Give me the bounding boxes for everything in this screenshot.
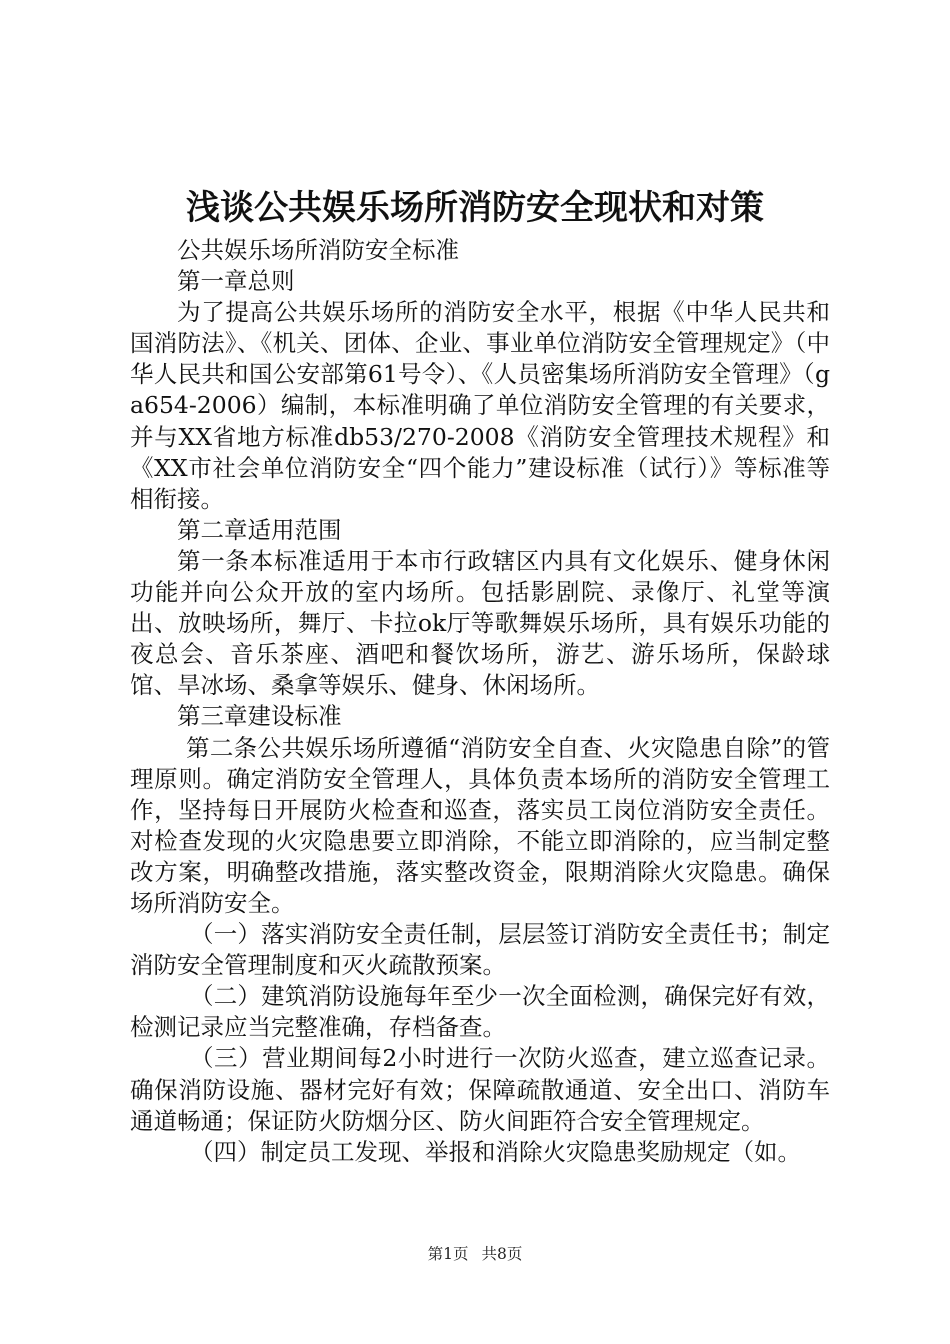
list-item: （四）制定员工发现、举报和消除火灾隐患奖励规定（如。 xyxy=(190,1137,801,1166)
paragraph: 为了提高公共娱乐场所的消防安全水平，根据《中华人民共和国消防法》、《机关、团体、企业、事业单位消防安全管理规定》（中华人民共和国公安部第61号令）、《人员密集场所消防安全管理》（ga654-2006）编制，本标准明确了单位消防安全管理的有关要求，并与XX省地方标准db53/270-2008《消防安全管理技术规程》和《XX市社会单位消防安全“四个能力”建设标准（试行）》等标准等相衔接。 xyxy=(130,298,830,513)
page-total: 共8页 xyxy=(481,1245,523,1263)
list-item: （二）建筑消防设施每年至少一次全面检测，确保完好有效，检测记录应当完整准确，存档备查。 xyxy=(130,982,830,1042)
chapter-heading: 第二章适用范围 xyxy=(177,515,342,544)
list-item: （一）落实消防安全责任制，层层签订消防安全责任书；制定消防安全管理制度和灭火疏散预案。 xyxy=(130,920,830,980)
page-footer xyxy=(0,1243,950,1265)
chapter-heading: 第一章总则 xyxy=(177,267,295,296)
document-body xyxy=(130,235,830,1168)
paragraph: 公共娱乐场所消防安全标准 xyxy=(177,236,459,264)
page-number: 第1页 xyxy=(427,1245,469,1263)
paragraph: 第二条公共娱乐场所遵循“消防安全自查、火灾隐患自除”的管理原则。确定消防安全管理人，具体负责本场所的消防安全管理工作，坚持每日开展防火检查和巡查，落实员工岗位消防安全责任。对检查发现的火灾隐患要立即消除，不能立即消除的，应当制定整改方案，明确整改措施，落实整改资金，限期消除火灾隐患。确保场所消防安全。 xyxy=(130,733,830,917)
list-item: （三）营业期间每2小时进行一次防火巡查，建立巡查记录。确保消防设施、器材完好有效；保障疏散通道、安全出口、消防车通道畅通；保证防火防烟分区、防火间距符合安全管理规定。 xyxy=(130,1044,830,1135)
chapter-heading: 第三章建设标准 xyxy=(177,702,342,731)
paragraph: 第一条本标准适用于本市行政辖区内具有文化娱乐、健身休闲功能并向公众开放的室内场所。包括影剧院、录像厅、礼堂等演出、放映场所，舞厅、卡拉ok厅等歌舞娱乐场所，具有娱乐功能的夜总会、音乐茶座、酒吧和餐饮场所，游艺、游乐场所，保龄球馆、旱冰场、桑拿等娱乐、健身、休闲场所。 xyxy=(130,546,830,700)
document-title: 浅谈公共娱乐场所消防安全现状和对策 xyxy=(186,188,764,228)
